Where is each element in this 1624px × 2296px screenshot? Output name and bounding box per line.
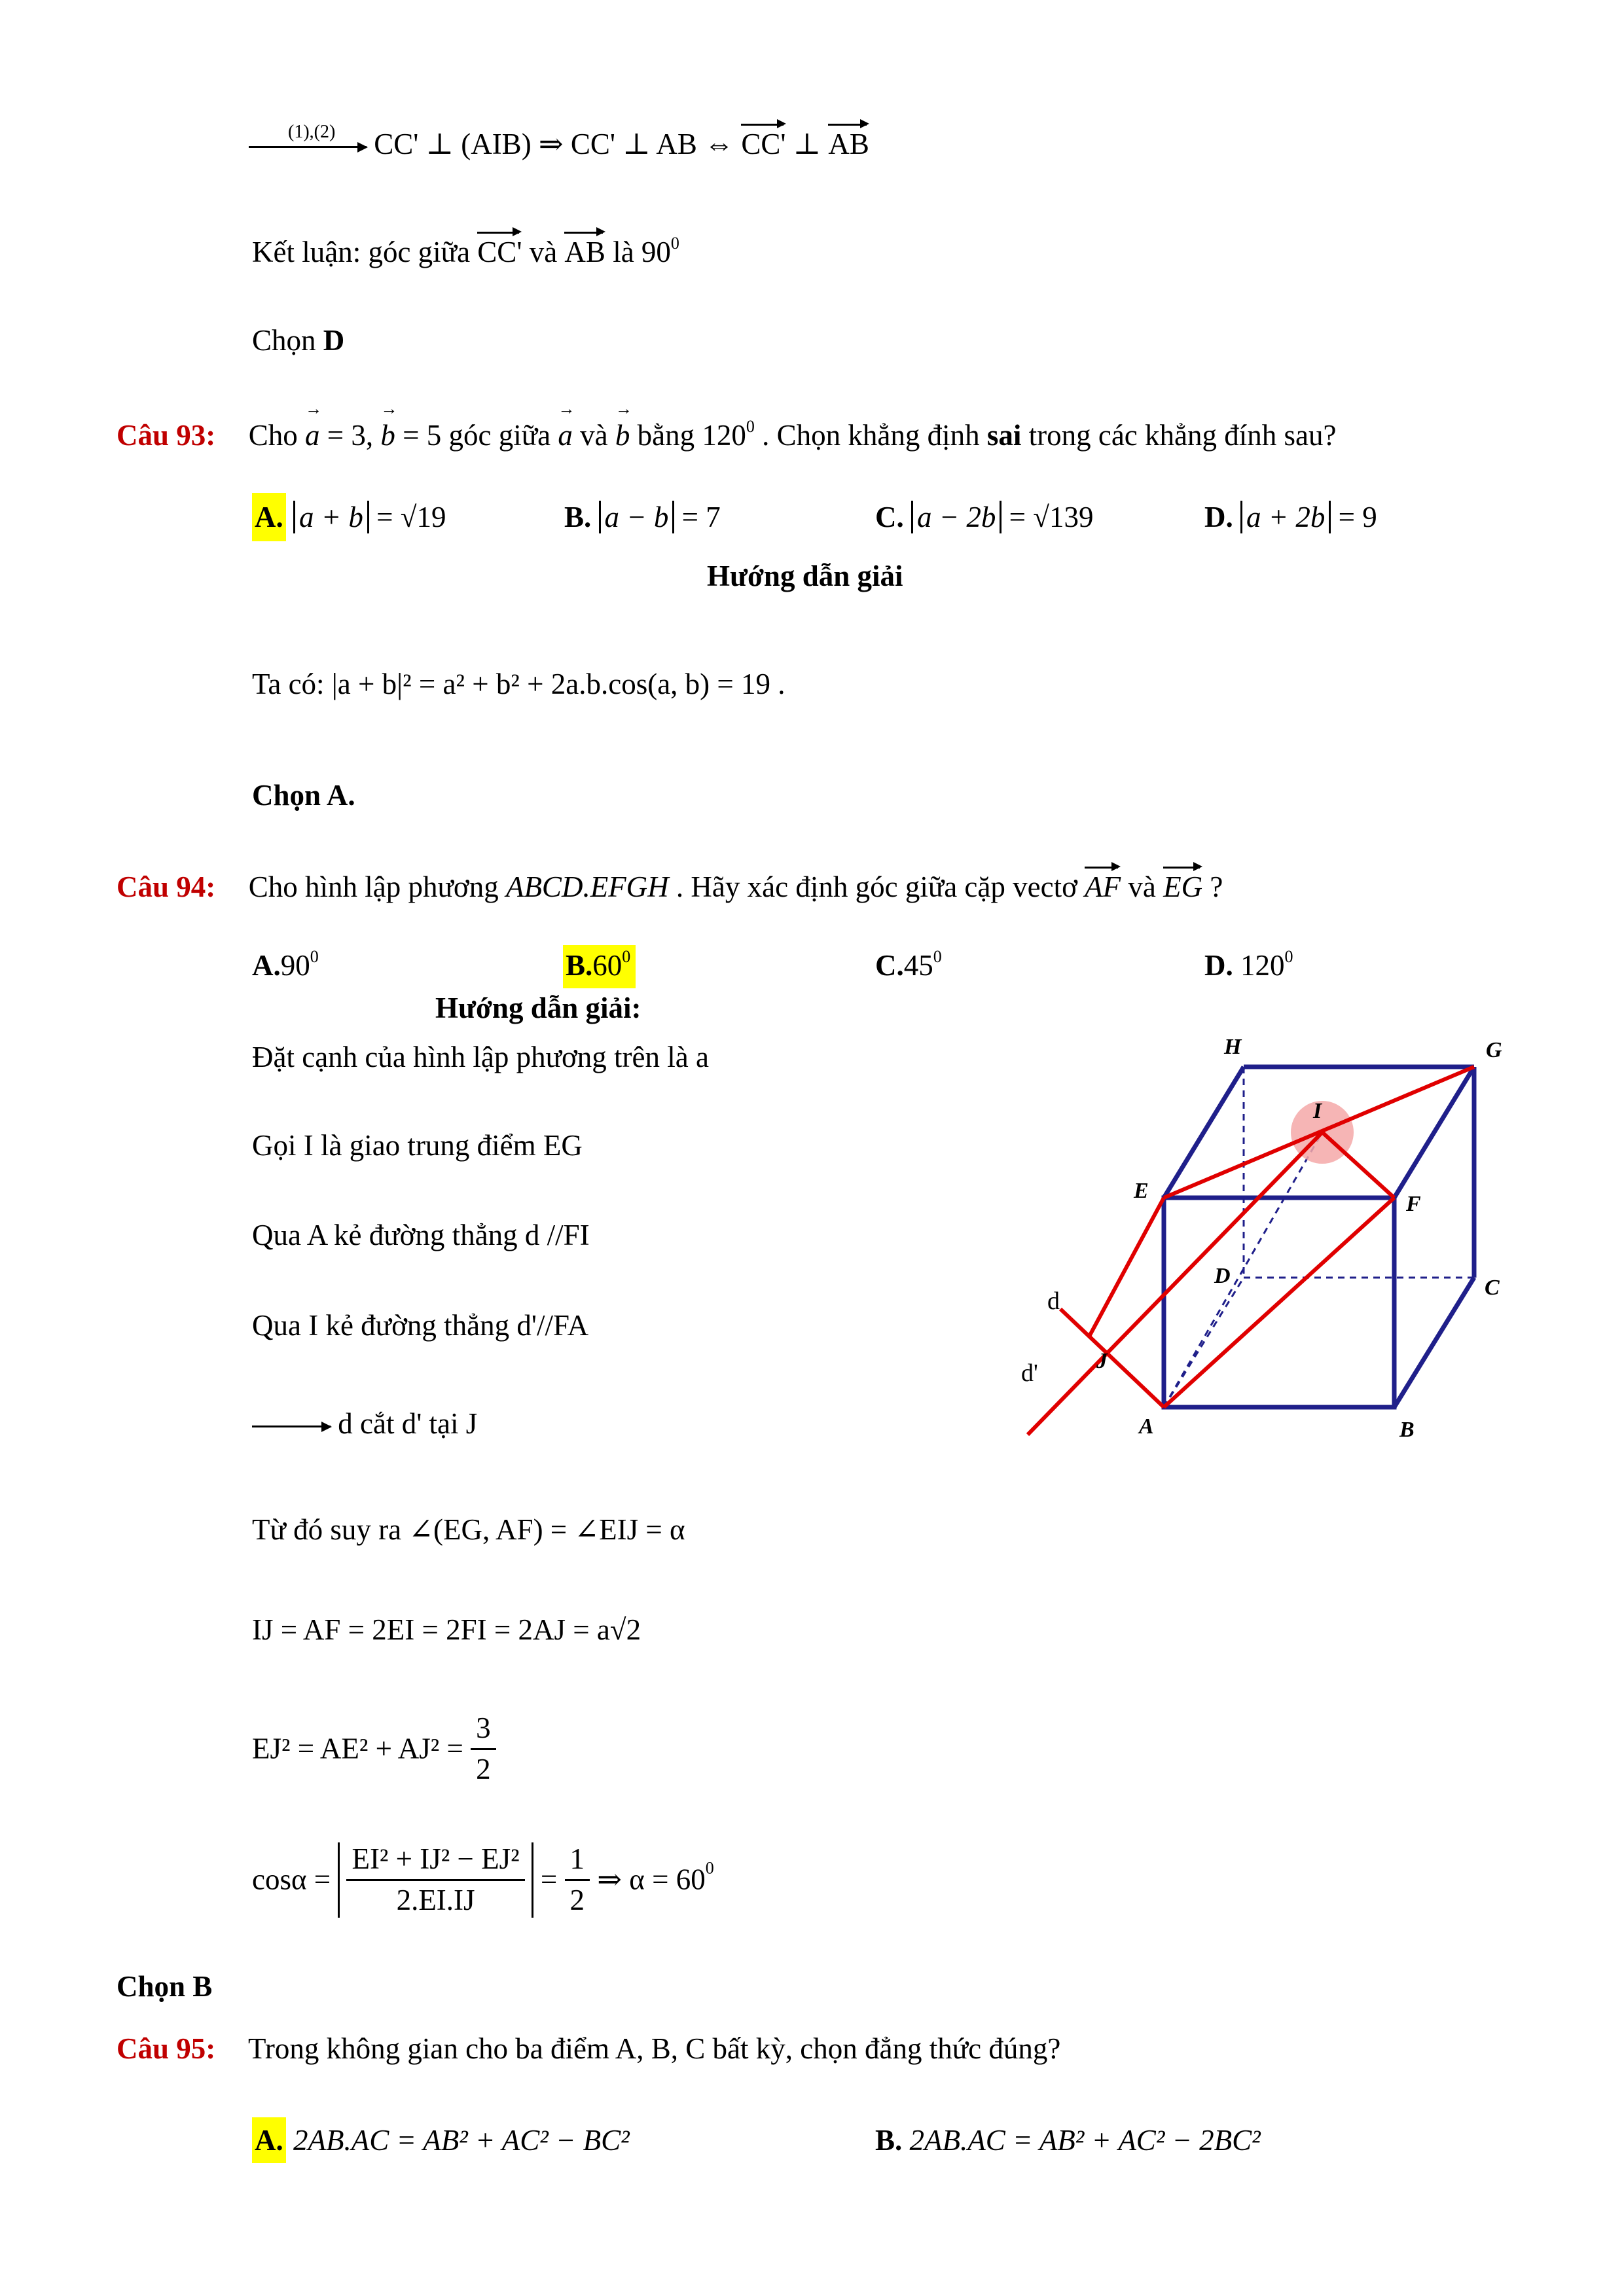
vector-cc: CC' [477, 236, 522, 268]
perp-symbol: ⊥ [785, 128, 829, 160]
prev-choose [252, 324, 344, 358]
label-g: G [1486, 1038, 1502, 1062]
arrow-annotation: (1),(2) [288, 122, 336, 143]
edge-ad [1164, 1278, 1244, 1407]
q93-stem [117, 419, 1336, 453]
q93-option-b [564, 501, 721, 535]
denominator: 2 [569, 1883, 585, 1916]
option-label: D. [1204, 501, 1233, 533]
stem-text: và [1121, 870, 1164, 903]
option-label: C. [875, 949, 904, 982]
segment-ej [1090, 1198, 1164, 1335]
step-text: d cắt d' tại J [338, 1407, 478, 1440]
question-label: Câu 93: [117, 419, 216, 452]
segment-af [1164, 1198, 1394, 1407]
stem-text: . Chọn khẳng định [754, 419, 987, 452]
label-b: B [1399, 1418, 1415, 1442]
fraction [346, 1842, 524, 1918]
fraction [565, 1842, 590, 1918]
q94-step-9 [252, 1842, 714, 1918]
option-label: B. [875, 2124, 903, 2157]
degree-sup: 0 [622, 947, 631, 966]
q93-solution: Ta có: |a + b|² = a² + b² + 2a.b.cos(a, b) = 19 . [252, 668, 785, 700]
option-label: A. [252, 2117, 286, 2163]
label-e: E [1134, 1179, 1149, 1203]
segment-if [1322, 1132, 1394, 1198]
stem-text: ? [1202, 870, 1223, 903]
edge-bc [1394, 1278, 1474, 1407]
numerator: 1 [565, 1842, 590, 1881]
edge-eh [1164, 1067, 1244, 1198]
implies-arrow [252, 1426, 331, 1427]
prev-conclusion [252, 236, 679, 270]
option-label: A. [252, 949, 281, 982]
label-j: J [1096, 1349, 1108, 1373]
vector-b: b → [615, 419, 630, 453]
cube-figure [1008, 1021, 1532, 1466]
q93-option-a [252, 501, 446, 535]
stem-text: = 3, [319, 419, 381, 452]
vector-ab: AB [828, 128, 869, 160]
option-value: 90 [280, 949, 310, 982]
option-expr: a + 2b [1240, 501, 1331, 533]
q94-choose: Chọn B [117, 1970, 213, 2003]
stem-text: . Hãy xác định góc giữa cặp vectơ [668, 870, 1085, 903]
vector-a: a → [558, 419, 573, 453]
option-expr: 2AB.AC = AB² + AC² − BC² [293, 2124, 630, 2157]
option-value: = √19 [369, 501, 446, 533]
stem-text: bằng 120 [630, 419, 746, 452]
option-label: B. [564, 501, 592, 533]
option-expr: 2AB.AC = AB² + AC² − 2BC² [909, 2124, 1261, 2157]
numerator: EI² + IJ² − EJ² [346, 1842, 524, 1881]
option-value: = 9 [1331, 501, 1377, 533]
question-label: Câu 94: [117, 870, 216, 903]
q94-step-8 [252, 1712, 496, 1787]
degree-sup: 0 [933, 947, 942, 966]
q94-stem [117, 870, 1223, 905]
option-label: C. [875, 501, 904, 533]
vector-cc: CC' [741, 128, 786, 160]
label-d: D [1214, 1264, 1231, 1288]
q94-guide-heading: Hướng dẫn giải: [435, 992, 641, 1024]
option-value: 60 [592, 949, 623, 982]
q94-option-b [563, 949, 636, 983]
conclusion-and: và [522, 236, 565, 268]
label-h: H [1224, 1035, 1242, 1059]
q94-step-5 [252, 1407, 477, 1441]
degree-sup: 0 [310, 947, 319, 966]
option-label: D. [1204, 949, 1233, 982]
segment-eg [1164, 1067, 1474, 1198]
label-i: I [1313, 1099, 1322, 1123]
q93-choose: Chọn A. [252, 779, 355, 812]
q95-option-b [875, 2124, 1261, 2158]
choose-text: Chọn [252, 324, 323, 357]
label-c: C [1485, 1276, 1500, 1300]
degree-sup: 0 [1284, 947, 1293, 966]
option-label: A. [252, 493, 286, 541]
label-line-d: d [1047, 1287, 1060, 1315]
label-line-d-prime: d' [1021, 1359, 1038, 1387]
q95-stem [117, 2032, 1060, 2066]
option-value: 45 [903, 949, 933, 982]
vector-b: b → [380, 419, 395, 453]
option-highlight [563, 945, 636, 988]
option-label: B. [566, 949, 593, 982]
q94-step-4: Qua I kẻ đường thẳng d'//FA [252, 1309, 589, 1342]
step-text: EJ² = AE² + AJ² = [252, 1732, 471, 1765]
edge-fg [1394, 1067, 1474, 1198]
vector-ab: AB [564, 236, 605, 268]
q94-step-7: IJ = AF = 2EI = 2FI = 2AJ = a√2 [252, 1613, 641, 1646]
q94-step-1: Đặt cạnh của hình lập phương trên là a [252, 1041, 709, 1073]
option-expr: a + b [293, 501, 369, 533]
degree-sup: 0 [746, 417, 755, 436]
vector-a: a → [305, 419, 320, 453]
implication-text: CC' ⊥ (AIB) ⇒ CC' ⊥ AB ⇔ [374, 128, 742, 160]
stem-bold: sai [986, 419, 1022, 452]
step-text: cosα = [252, 1863, 338, 1896]
option-value: = 7 [674, 501, 721, 533]
denominator: 2 [476, 1752, 491, 1785]
q94-step-2: Gọi I là giao trung điểm EG [252, 1129, 583, 1162]
option-expr: a − 2b [911, 501, 1001, 533]
step-text: ⇒ α = 60 [590, 1863, 706, 1896]
q93-option-d [1204, 501, 1377, 535]
option-value: 120 [1240, 949, 1285, 982]
conclusion-text: Kết luận: góc giữa [252, 236, 478, 268]
implies-arrow [249, 122, 367, 148]
fraction [471, 1712, 496, 1787]
option-expr: a − b [599, 501, 675, 533]
stem-text: và [572, 419, 615, 452]
q94-step-3: Qua A kẻ đường thẳng d //FI [252, 1219, 590, 1251]
vector-eg: EG [1163, 870, 1203, 903]
stem-text: Cho hình lập phương [248, 870, 506, 903]
step-text: = [533, 1863, 565, 1896]
degree-sup: 0 [705, 1858, 714, 1878]
option-value: = √139 [1001, 501, 1094, 533]
q94-option-a [252, 949, 319, 983]
line-d [1060, 1309, 1164, 1407]
stem-text: Cho [248, 419, 306, 452]
q94-option-d [1204, 949, 1293, 983]
stem-text: = 5 góc giữa [395, 419, 558, 452]
abs-wrap [338, 1842, 533, 1918]
choose-answer: D [323, 324, 345, 357]
label-a: A [1139, 1414, 1154, 1439]
prev-implication-line [249, 122, 869, 162]
stem-text: Trong không gian cho ba điểm A, B, C bất kỳ, chọn đẳng thức đúng? [247, 2032, 1061, 2065]
numerator: 3 [471, 1712, 496, 1750]
label-f: F [1406, 1192, 1421, 1216]
conclusion-value: là 90 [605, 236, 671, 268]
q93-option-c [875, 501, 1093, 535]
degree-sup: 0 [670, 234, 679, 253]
q94-option-c [875, 949, 942, 983]
stem-text: trong các khẳng đính sau? [1021, 419, 1337, 452]
denominator: 2.EI.IJ [396, 1883, 475, 1916]
q95-option-a [252, 2124, 630, 2158]
cube-name: ABCD.EFGH [505, 870, 669, 903]
q94-step-6: Từ đó suy ra ∠(EG, AF) = ∠EIJ = α [252, 1513, 685, 1546]
question-label: Câu 95: [117, 2032, 216, 2065]
q93-guide-heading: Hướng dẫn giải [707, 560, 903, 592]
vector-af: AF [1085, 870, 1121, 903]
